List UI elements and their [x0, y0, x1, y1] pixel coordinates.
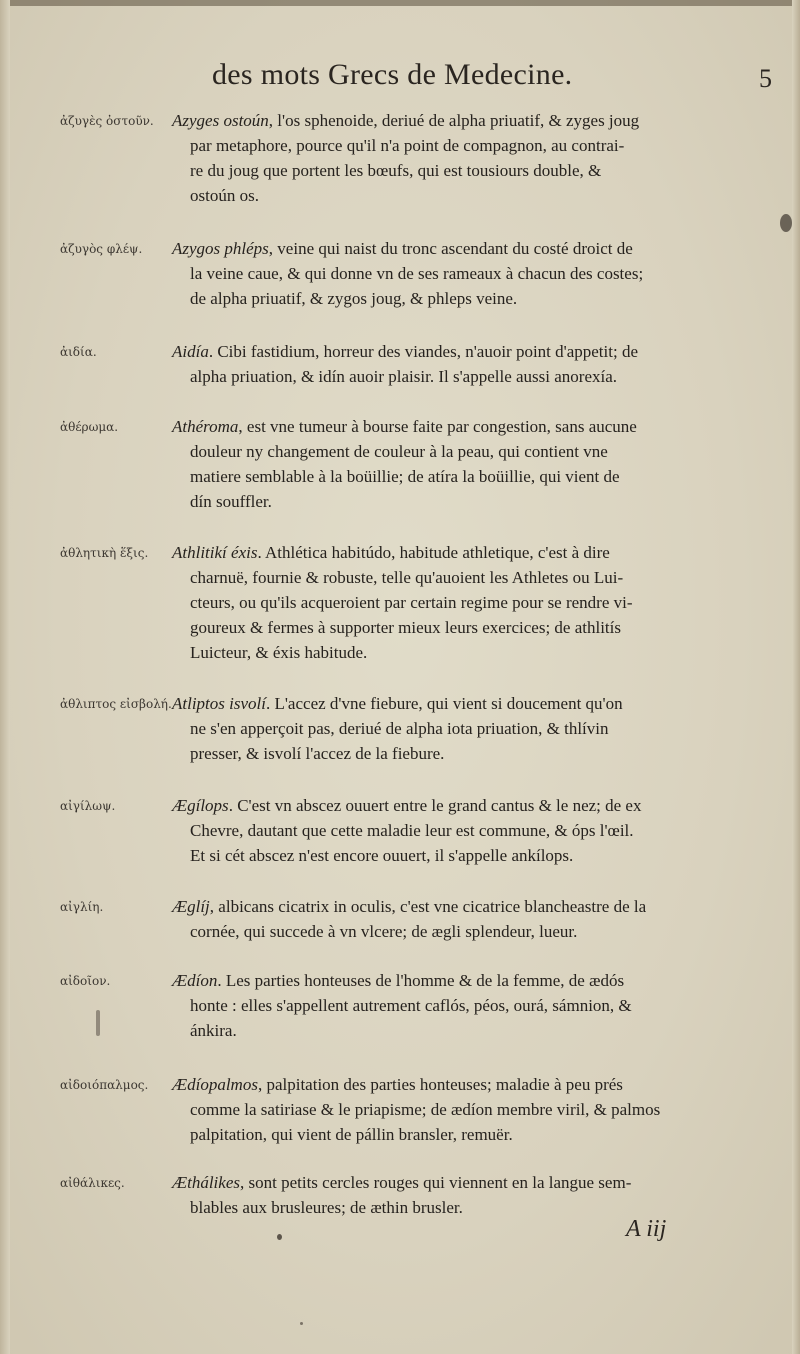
entry-line: Azygos phléps, veine qui naist du tronc ascendant du costé droict de [172, 239, 633, 258]
headword: Æglíj [172, 897, 210, 916]
entry-line: presser, & isvolí l'accez de la fiebure. [190, 744, 445, 763]
entry-line: ostoún os. [190, 186, 259, 205]
entry-line: re du joug que portent les bœufs, qui est tousiours double, & [190, 161, 602, 180]
signature-mark: A iij [626, 1216, 667, 1242]
greek-term: ἀζυγὲς ὀστοῦν. [60, 114, 154, 128]
entry-line: cornée, qui succede à vn vlcere; de ægli splendeur, lueur. [190, 922, 578, 941]
entry-line: Azyges ostoún, l'os sphenoide, deriué de alpha priuatif, & zyges joug [172, 111, 640, 130]
entry-text [172, 1170, 760, 1220]
entry-text [172, 414, 760, 514]
entry-line: palpitation, qui vient de pállin bransler, remuër. [190, 1125, 513, 1144]
entry-line: douleur ny changement de couleur à la peau, qui contient vne [190, 442, 608, 461]
entry-line: Ædíon. Les parties honteuses de l'homme & de la femme, de ædós [172, 971, 625, 990]
entry-line: ánkira. [190, 1021, 237, 1040]
entry-line: dín souffler. [190, 492, 272, 511]
entry-text [172, 793, 760, 868]
entry-text [172, 691, 760, 766]
entry-line: matiere semblable à la boüillie; de atíra la boüillie, qui vient de [190, 467, 620, 486]
headword: Æthálikes [172, 1173, 240, 1192]
entry-line: ne s'en apperçoit pas, deriué de alpha iota priuation, & thlívin [190, 719, 609, 738]
greek-term: ἀιδία. [60, 345, 97, 359]
entry-line: goureux & fermes à supporter mieux leurs exercices; de athlitís [190, 618, 621, 637]
entry-line: Ædíopalmos, palpitation des parties honteuses; maladie à peu prés [172, 1075, 623, 1094]
greek-term: αἰθάλικες. [60, 1176, 125, 1190]
entry-text [172, 236, 760, 311]
entry-line: blables aux brusleures; de æthin brusler. [190, 1198, 463, 1217]
entry-line: charnuë, fournie & robuste, telle qu'auoient les Athletes ou Lui- [190, 568, 624, 587]
page-right-edge [792, 0, 800, 1354]
entry-line: cteurs, ou qu'ils acqueroient par certain regime pour se rendre vi- [190, 593, 633, 612]
headword: Athéroma [172, 417, 239, 436]
greek-term: αἰγλίη. [60, 900, 104, 914]
greek-term: ἀθλητικὴ ἕξις. [60, 546, 149, 560]
entry-line: la veine caue, & qui donne vn de ses rameaux à chacun des costes; [190, 264, 644, 283]
headword: Ædíopalmos [172, 1075, 258, 1094]
entry-line: Chevre, dautant que cette maladie leur est commune, & óps l'œil. [190, 821, 634, 840]
entry-line: honte : elles s'appellent autrement caflós, péos, ourá, sámnion, & [190, 996, 632, 1015]
page-top-edge [0, 0, 800, 6]
entry-line: par metaphore, pource qu'il n'a point de compagnon, au contrai- [190, 136, 625, 155]
entry-line: Athlitikí éxis. Athlética habitúdo, habitude athletique, c'est à dire [172, 543, 610, 562]
greek-term: ἀζυγὸς φλέψ. [60, 242, 143, 256]
entry-line: Luicteur, & éxis habitude. [190, 643, 368, 662]
entry-text [172, 968, 760, 1043]
entry-text [172, 108, 760, 208]
greek-term: αἰδοῖον. [60, 974, 111, 988]
entry-text [172, 894, 760, 944]
entry-text [172, 540, 760, 665]
headword: Athlitikí éxis [172, 543, 258, 562]
headword: Ædíon [172, 971, 218, 990]
page-number: 5 [759, 64, 772, 93]
ink-speck [277, 1234, 282, 1240]
greek-term: αἰδοιόπαλμος. [60, 1078, 149, 1092]
entry-line: Æthálikes, sont petits cercles rouges qui viennent en la langue sem- [172, 1173, 632, 1192]
greek-term: αἰγίλωψ. [60, 799, 116, 813]
greek-term: ἀθλιπτος εἰσβολή. [60, 697, 172, 711]
entry-line: Atliptos isvolí. L'accez d'vne fiebure, qui vient si doucement qu'on [172, 694, 623, 713]
entry-line: Et si cét abscez n'est encore ouuert, il s'appelle ankílops. [190, 846, 574, 865]
headword: Atliptos isvolí [172, 694, 266, 713]
ink-mark [96, 1010, 100, 1036]
entry-line: Aidía. Cibi fastidium, horreur des viandes, n'auoir point d'appetit; de [172, 342, 638, 361]
entry-text [172, 339, 760, 389]
running-title: des mots Grecs de Medecine. [212, 58, 573, 91]
entry-line: de alpha priuatif, & zygos joug, & phleps veine. [190, 289, 518, 308]
entry-line: Ægílops. C'est vn abscez ouuert entre le grand cantus & le nez; de ex [172, 796, 642, 815]
entry-text [172, 1072, 760, 1147]
entry-line: alpha priuation, & idín auoir plaisir. Il s'appelle aussi anorexía. [190, 367, 618, 386]
ink-speck [300, 1322, 303, 1325]
page-header [212, 58, 772, 102]
headword: Azygos phléps [172, 239, 269, 258]
page-left-edge [0, 0, 10, 1354]
ink-stain [780, 214, 792, 232]
headword: Ægílops [172, 796, 229, 815]
entry-line: Æglíj, albicans cicatrix in oculis, c'est vne cicatrice blancheastre de la [172, 897, 647, 916]
headword: Aidía [172, 342, 209, 361]
entry-line: comme la satiriase & le priapisme; de ædíon membre viril, & palmos [190, 1100, 661, 1119]
entry-line: Athéroma, est vne tumeur à bourse faite par congestion, sans aucune [172, 417, 637, 436]
greek-term: ἀθέρωμα. [60, 420, 119, 434]
headword: Azyges ostoún [172, 111, 269, 130]
